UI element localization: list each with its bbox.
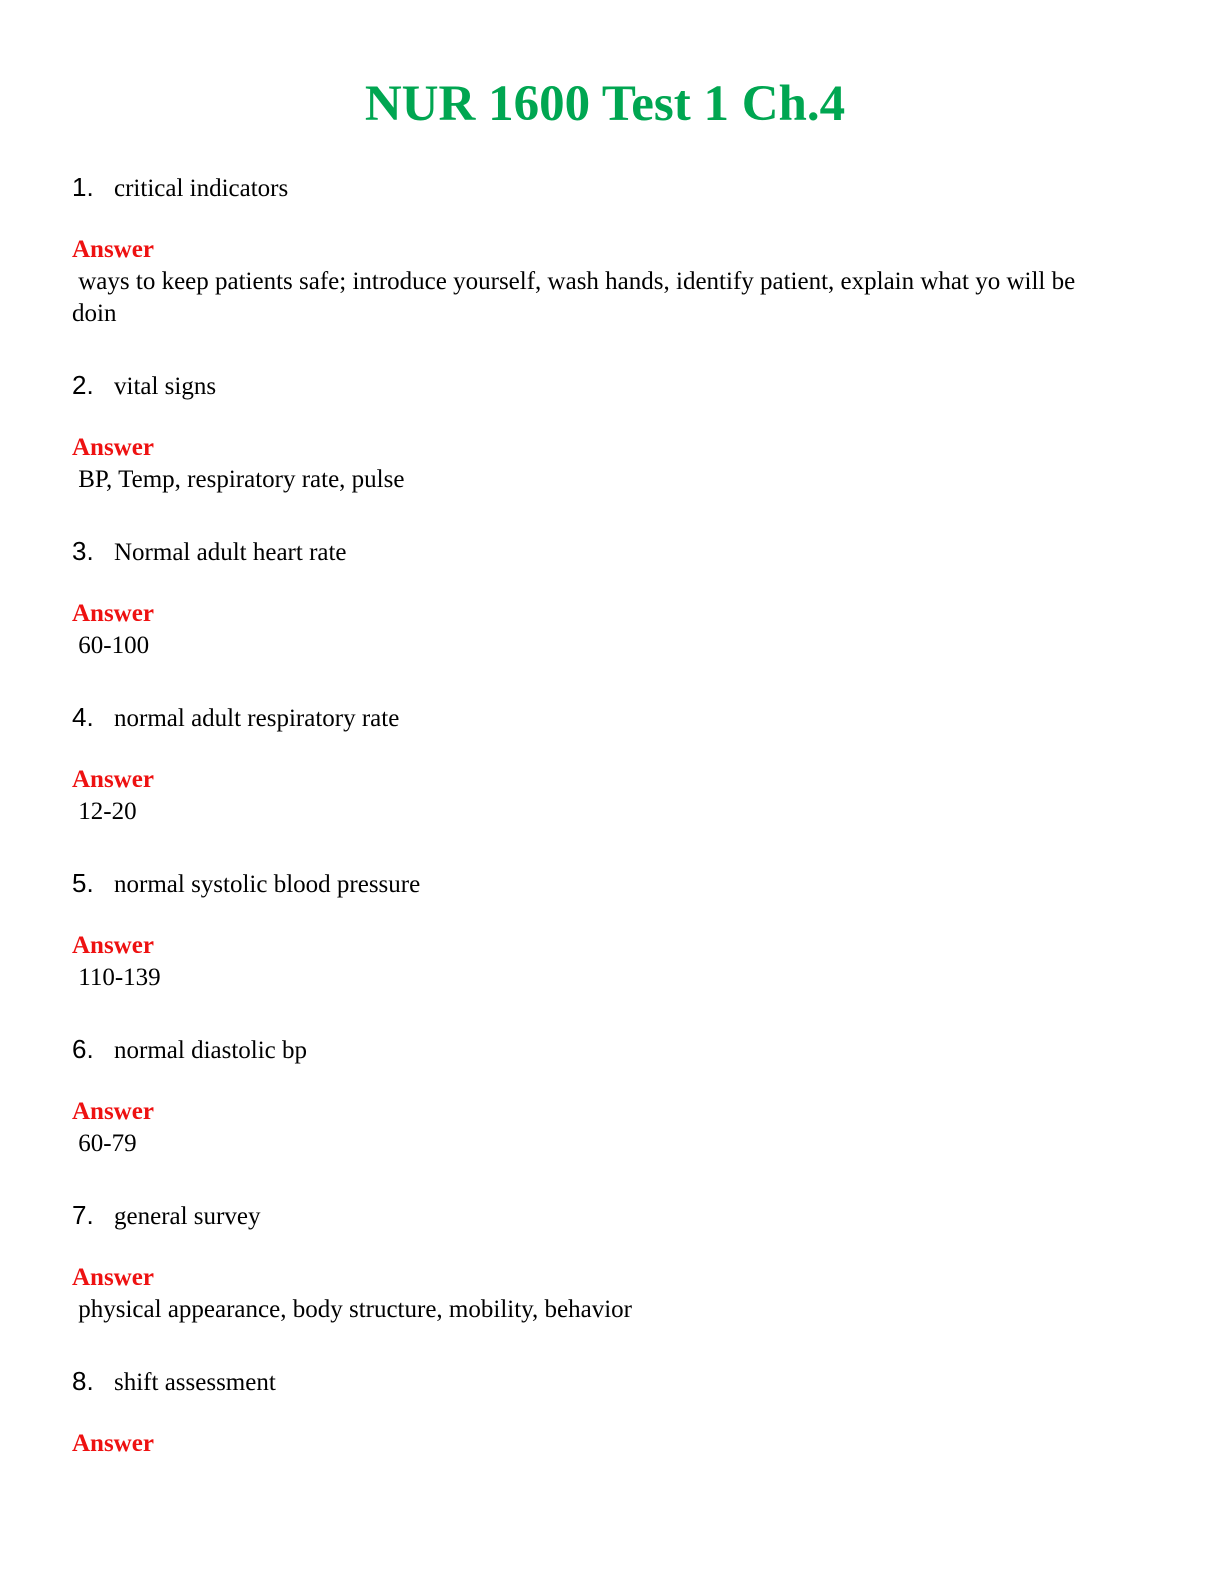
- answer-label: Answer: [72, 1430, 154, 1457]
- question-row: [72, 1034, 1112, 1074]
- qa-item-4: [72, 702, 1112, 828]
- question-row: [72, 702, 1112, 742]
- question-text: Normal adult heart rate: [114, 539, 347, 566]
- answer-label: Answer: [72, 236, 154, 263]
- question-row: [72, 172, 1112, 212]
- question-number: 6.: [72, 1034, 94, 1064]
- qa-item-3: [72, 536, 1112, 662]
- question-row: [72, 1366, 1112, 1406]
- question-text: normal adult respiratory rate: [114, 705, 400, 732]
- question-text: normal diastolic bp: [114, 1037, 308, 1064]
- qa-item-2: [72, 370, 1112, 496]
- answer-text: BP, Temp, respiratory rate, pulse: [72, 466, 405, 493]
- qa-item-5: [72, 868, 1112, 994]
- answer-text: 60-79: [72, 1130, 137, 1157]
- question-text: general survey: [114, 1203, 261, 1230]
- question-row: [72, 370, 1112, 410]
- question-row: [72, 868, 1112, 908]
- answer-text: 110-139: [72, 964, 161, 991]
- answer-label: Answer: [72, 766, 154, 793]
- question-text: critical indicators: [114, 175, 289, 202]
- answer-label: Answer: [72, 434, 154, 461]
- answer-label: Answer: [72, 600, 154, 627]
- question-text: vital signs: [114, 373, 217, 400]
- question-number: 2.: [72, 370, 94, 400]
- answer-text: 60-100: [72, 632, 150, 659]
- answer-label: Answer: [72, 932, 154, 959]
- answer-label: Answer: [72, 1264, 154, 1291]
- question-number: 1.: [72, 172, 94, 202]
- answer-label: Answer: [72, 1098, 154, 1125]
- question-text: shift assessment: [114, 1369, 276, 1396]
- qa-item-7: [72, 1200, 1112, 1326]
- question-number: 3.: [72, 536, 94, 566]
- answer-text: ways to keep patients safe; introduce yourself, wash hands, identify patient, explain what yo will be doin: [72, 268, 1082, 327]
- question-row: [72, 536, 1112, 576]
- answer-text: 12-20: [72, 798, 137, 825]
- page-title: NUR 1600 Test 1 Ch.4: [364, 76, 846, 132]
- question-number: 7.: [72, 1200, 94, 1230]
- qa-item-8: [72, 1366, 1112, 1460]
- question-number: 4.: [72, 702, 94, 732]
- question-number: 5.: [72, 868, 94, 898]
- question-row: [72, 1200, 1112, 1240]
- question-number: 8.: [72, 1366, 94, 1396]
- question-text: normal systolic blood pressure: [114, 871, 421, 898]
- answer-text: physical appearance, body structure, mobility, behavior: [72, 1296, 632, 1323]
- qa-item-6: [72, 1034, 1112, 1160]
- qa-item-1: [72, 172, 1112, 330]
